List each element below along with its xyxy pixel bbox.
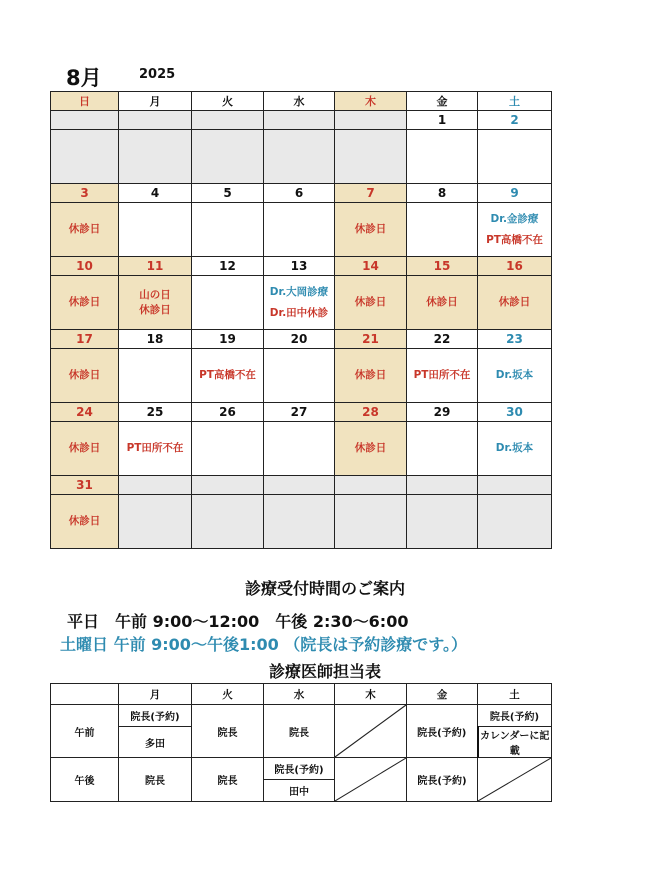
pm-thu-closed: [335, 758, 407, 802]
date-1: 1: [407, 111, 478, 130]
pm-wed-2: 田中: [264, 780, 335, 802]
note-cell: [119, 203, 192, 257]
schedule-corner: [51, 684, 119, 705]
am-mon-2: 多田: [119, 727, 192, 758]
note-cell: [119, 130, 192, 184]
date-26: 26: [192, 403, 264, 422]
note-cell: [264, 276, 335, 330]
weekday-header-row: [51, 92, 552, 111]
date-cell: [335, 476, 407, 495]
date-9: 9: [478, 184, 552, 203]
saturday-hours: 土曜日 午前 9:00～午後1:00 （院長は予約診療です。）: [60, 635, 468, 654]
pm-row: [51, 758, 552, 780]
am-row: [51, 705, 552, 727]
day-header-sun: 日: [51, 92, 119, 111]
week-1-notes: [51, 130, 552, 184]
doctor-note: Dr.金診療: [490, 213, 539, 226]
closed-note: 休診日: [335, 203, 407, 257]
date-25: 25: [119, 403, 192, 422]
date-23: 23: [478, 330, 552, 349]
note-cell: [335, 130, 407, 184]
am-wed: 院長: [264, 705, 335, 758]
closed-note: 休診日: [335, 349, 407, 403]
am-thu-closed: [335, 705, 407, 758]
closed-slash: [478, 758, 551, 801]
week-5-notes: [51, 422, 552, 476]
date-cell: [407, 476, 478, 495]
schedule-header-row: [51, 684, 552, 705]
closed-note: 休診日: [51, 422, 119, 476]
schedule-col-tue: 火: [192, 684, 264, 705]
note-cell: [264, 422, 335, 476]
closed-note: 休診日: [51, 276, 119, 330]
date-16: 16: [478, 257, 552, 276]
am-mon-1: 院長(予約): [119, 705, 192, 727]
week-1-dates: [51, 111, 552, 130]
date-19: 19: [192, 330, 264, 349]
week-5-dates: [51, 403, 552, 422]
date-20: 20: [264, 330, 335, 349]
date-11: 11: [119, 257, 192, 276]
note-cell: [264, 203, 335, 257]
note-cell: [192, 495, 264, 549]
staff-absence-note: PT田所不在: [407, 349, 478, 403]
date-cell: [192, 111, 264, 130]
note-cell: [119, 495, 192, 549]
date-8: 8: [407, 184, 478, 203]
note-cell: [478, 495, 552, 549]
pm-sat-closed: [478, 758, 552, 802]
schedule-col-fri: 金: [407, 684, 478, 705]
date-cell: [119, 476, 192, 495]
hours-title: 診療受付時間のご案内: [244, 579, 405, 598]
schedule-col-mon: 月: [119, 684, 192, 705]
date-2: 2: [478, 111, 552, 130]
day-header-thu: 木: [335, 92, 407, 111]
week-3-notes: [51, 276, 552, 330]
date-15: 15: [407, 257, 478, 276]
pm-wed-1: 院長(予約): [264, 758, 335, 780]
note-cell: [264, 495, 335, 549]
pm-mon: 院長: [119, 758, 192, 802]
month-title: 8月: [66, 66, 102, 90]
note-cell: [335, 495, 407, 549]
day-header-tue: 火: [192, 92, 264, 111]
note-cell: [192, 422, 264, 476]
closed-note: 休診日: [51, 203, 119, 257]
date-5: 5: [192, 184, 264, 203]
pm-label: 午後: [51, 758, 119, 802]
closed-note: 休診日: [335, 422, 407, 476]
week-2-dates: [51, 184, 552, 203]
closed-note: 休診日: [407, 276, 478, 330]
note-cell: [51, 130, 119, 184]
date-cell: [51, 111, 119, 130]
date-28: 28: [335, 403, 407, 422]
closed-slash: [335, 758, 406, 801]
date-cell: [119, 111, 192, 130]
week-2-notes: [51, 203, 552, 257]
note-cell: [192, 130, 264, 184]
note-cell: [407, 495, 478, 549]
date-12: 12: [192, 257, 264, 276]
date-18: 18: [119, 330, 192, 349]
schedule-col-thu: 木: [335, 684, 407, 705]
pm-fri: 院長(予約): [407, 758, 478, 802]
date-cell: [335, 111, 407, 130]
date-3: 3: [51, 184, 119, 203]
closed-note: 休診日: [478, 276, 552, 330]
date-cell: [478, 476, 552, 495]
note-cell: [264, 130, 335, 184]
day-header-wed: 水: [264, 92, 335, 111]
week-3-dates: [51, 257, 552, 276]
date-31: 31: [51, 476, 119, 495]
holiday-note: [119, 276, 192, 330]
date-6: 6: [264, 184, 335, 203]
note-cell: [119, 349, 192, 403]
staff-absence-note: PT高橋不在: [192, 349, 264, 403]
closed-note: 休診日: [51, 349, 119, 403]
date-27: 27: [264, 403, 335, 422]
date-10: 10: [51, 257, 119, 276]
week-4-notes: [51, 349, 552, 403]
date-30: 30: [478, 403, 552, 422]
am-fri: 院長(予約): [407, 705, 478, 758]
week-4-dates: [51, 330, 552, 349]
staff-absence-note: PT高橋不在: [486, 233, 543, 246]
calendar-table: [50, 91, 552, 549]
date-4: 4: [119, 184, 192, 203]
note-cell: [407, 422, 478, 476]
date-17: 17: [51, 330, 119, 349]
note-cell: [264, 349, 335, 403]
date-22: 22: [407, 330, 478, 349]
day-header-mon: 月: [119, 92, 192, 111]
doctor-note: Dr.坂本: [478, 349, 552, 403]
doctor-note: Dr.坂本: [478, 422, 552, 476]
schedule-title: 診療医師担当表: [268, 662, 381, 681]
note-cell: [192, 203, 264, 257]
doctor-note: Dr.大岡診療: [269, 286, 329, 299]
closed-note: 休診日: [51, 495, 119, 549]
date-13: 13: [264, 257, 335, 276]
day-header-fri: 金: [407, 92, 478, 111]
closed-note: 休診日: [335, 276, 407, 330]
am-sat-2: カレンダーに記載: [478, 727, 552, 758]
am-label: 午前: [51, 705, 119, 758]
note-cell: [407, 203, 478, 257]
date-cell: [264, 476, 335, 495]
pm-tue: 院長: [192, 758, 264, 802]
week-6-notes: [51, 495, 552, 549]
date-29: 29: [407, 403, 478, 422]
weekday-hours: 平日 午前 9:00～12:00 午後 2:30～6:00: [67, 612, 409, 631]
week-6-dates: [51, 476, 552, 495]
doctor-absence-note: Dr.田中休診: [269, 306, 329, 319]
date-24: 24: [51, 403, 119, 422]
date-7: 7: [335, 184, 407, 203]
schedule-col-wed: 水: [264, 684, 335, 705]
closed-slash: [335, 705, 406, 757]
note-cell: [192, 276, 264, 330]
staff-absence-note: PT田所不在: [119, 422, 192, 476]
schedule-col-sat: 土: [478, 684, 552, 705]
holiday-name: 山の日: [139, 289, 171, 302]
date-21: 21: [335, 330, 407, 349]
date-cell: [264, 111, 335, 130]
am-tue: 院長: [192, 705, 264, 758]
note-cell: [478, 203, 552, 257]
am-sat-1: 院長(予約): [478, 705, 552, 727]
closed-note: 休診日: [139, 303, 171, 316]
note-cell: [407, 130, 478, 184]
date-14: 14: [335, 257, 407, 276]
doctor-schedule-table: [50, 683, 552, 802]
date-cell: [192, 476, 264, 495]
year-label: 2025: [139, 67, 176, 82]
note-cell: [478, 130, 552, 184]
day-header-sat: 土: [478, 92, 552, 111]
